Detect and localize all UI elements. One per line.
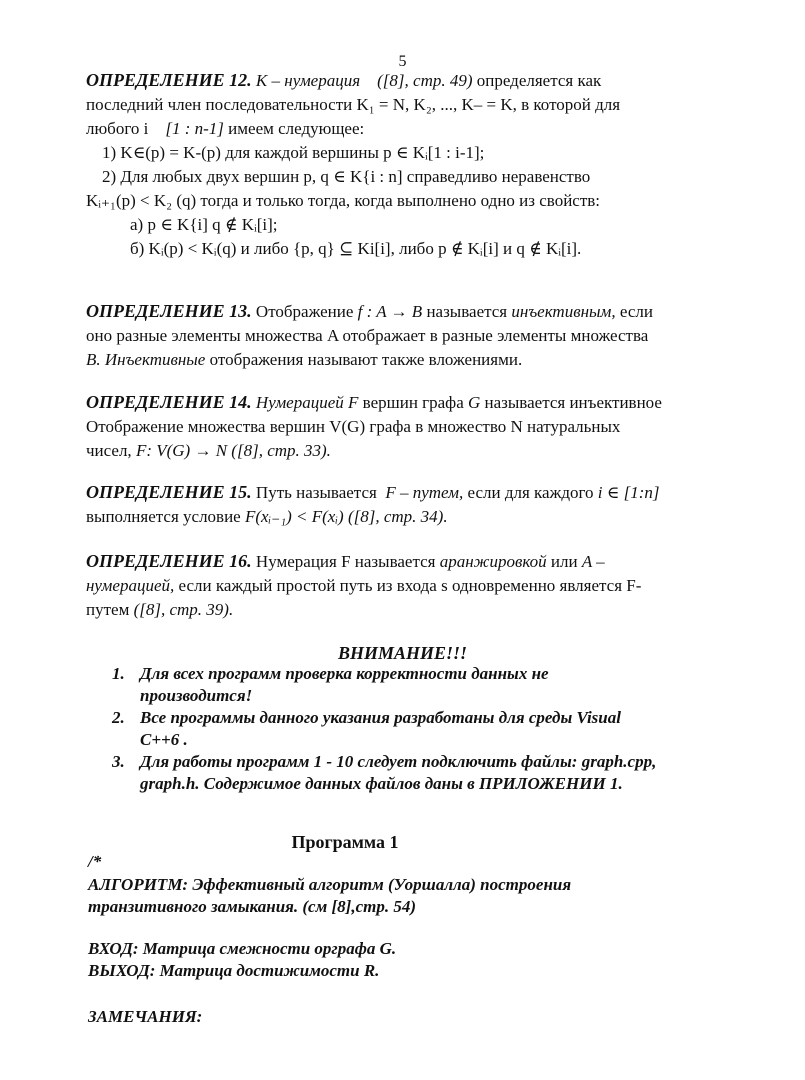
definition-12-reference: ([8], стр. 49): [377, 71, 473, 90]
attention-item: [112, 751, 762, 795]
attention-item-line-1: Все программы данного указания разработаны для среды Visual: [140, 708, 621, 727]
algorithm-line-1: АЛГОРИТМ: Эффективный алгоритм (Уоршалла) построения: [88, 875, 572, 894]
attention-item-number: 3.: [112, 752, 125, 771]
definition-13-line-3: [86, 348, 756, 372]
definition-12-line-2: последний член последовательности K₁ = N, K₂, ..., K– = K, в которой для: [86, 95, 621, 114]
definition-14-line-2: Отображение множества вершин V(G) графа в множество N натуральных: [86, 417, 621, 436]
definition-16-line-1: [86, 549, 756, 574]
definition-13-text-a: Отображение: [255, 302, 354, 321]
definition-12-item-b: б) Kᵢ(p) < Kᵢ(q) и либо {p, q} ⊆ Ki[i], либо p ∉ Kᵢ[i] и q ∉ Kᵢ[i].: [130, 239, 582, 258]
definition-15-line-2: [86, 505, 756, 529]
definition-12-line-3: [86, 117, 756, 141]
definition-13-term: инъективным,: [511, 302, 616, 321]
definition-13-heading: ОПРЕДЕЛЕНИЕ 13.: [86, 301, 252, 321]
definition-14-text-b: вершин графа: [362, 393, 464, 412]
definition-14: [86, 390, 756, 463]
definition-16-term: аранжировкой: [439, 552, 547, 571]
definition-12-line-3-a: любого i: [86, 119, 149, 138]
definition-15-text-a: Путь называется: [255, 483, 377, 502]
attention-item-line-1: Для всех программ проверка корректности данных не: [140, 664, 549, 683]
attention-item-line-2: graph.h. Содержимое данных файлов даны в ПРИЛОЖЕНИИ 1.: [140, 774, 623, 793]
definition-13: [86, 299, 756, 372]
definition-12-line-1: [86, 68, 756, 93]
definition-15-formula: F(xᵢ₋₁) < F(xᵢ) ([8], стр. 34).: [244, 507, 448, 526]
attention-item-number: 1.: [112, 664, 125, 683]
definition-16-heading: ОПРЕДЕЛЕНИЕ 16.: [86, 551, 252, 571]
definition-16-term-2: нумерацией,: [86, 576, 175, 595]
definition-16-reference: ([8], стр. 39).: [133, 600, 234, 619]
definition-14-graph: G: [468, 393, 481, 412]
attention-item-number: 2.: [112, 708, 125, 727]
definition-15-term: F – путем,: [385, 483, 464, 502]
definition-13-line-2: оно разные элементы множества A отображает в разные элементы множества: [86, 326, 649, 345]
definition-13-line-3-b: отображения называют также вложениями.: [209, 350, 523, 369]
attention-item-line-1: Для работы программ 1 - 10 следует подключить файлы: graph.cpp,: [140, 752, 657, 771]
program-title: Программа 1: [291, 832, 399, 852]
definition-12-text: определяется как: [476, 71, 602, 90]
definition-13-line-3-a: B. Инъективные: [86, 350, 206, 369]
page-number: 5: [398, 53, 407, 70]
attention-list: [112, 663, 762, 795]
definition-16-text-3a: путем: [86, 600, 130, 619]
attention-item: [112, 707, 762, 751]
definition-12-line-3-b: [1 : n-1]: [165, 119, 224, 138]
definition-15-text-c: если для каждого: [467, 483, 594, 502]
definition-15-range: i ∈ [1:n]: [597, 483, 660, 502]
definition-16-text-c: или: [550, 552, 578, 571]
definition-14-text-d: называется инъективное: [484, 393, 662, 412]
definition-13-text-e: если: [619, 302, 653, 321]
program-output: ВЫХОД: Матрица достижимости R.: [88, 961, 380, 980]
program-notes: [88, 1006, 748, 1028]
definition-14-formula: F: V(G) → N ([8], стр. 33).: [135, 441, 331, 460]
definition-16-text-2b: если каждый простой путь из входа s одновременно является F-: [178, 576, 642, 595]
attention-item-line-2: C++6 .: [140, 730, 188, 749]
program-algorithm: [88, 874, 748, 918]
definition-12-item-1: 1) K∈(p) = K-(p) для каждой вершины p ∈ Kᵢ[1 : i-1];: [102, 143, 485, 162]
definition-12-line-6: Kᵢ₊₁(p) < K₂ (q) тогда и только тогда, когда выполнено одно из свойств:: [86, 191, 601, 210]
definition-13-line-1: [86, 299, 756, 324]
program-input: ВХОД: Матрица смежности орграфа G.: [88, 939, 397, 958]
attention-item: [112, 663, 762, 707]
attention-title: ВНИМАНИЕ!!!: [337, 643, 468, 663]
definition-12-line-3-c: имеем следующее:: [228, 119, 365, 138]
algorithm-line-2: транзитивного замыкания. (см [8],стр. 54): [88, 897, 417, 916]
definition-13-formula: f : A → B: [357, 302, 423, 321]
comment-open-marker: /*: [88, 852, 102, 871]
definition-14-heading: ОПРЕДЕЛЕНИЕ 14.: [86, 392, 252, 412]
definition-13-text-c: называется: [426, 302, 508, 321]
definition-15-heading: ОПРЕДЕЛЕНИЕ 15.: [86, 482, 252, 502]
definition-15: [86, 480, 756, 529]
definition-14-line-1: [86, 390, 756, 415]
definition-12: [86, 68, 756, 261]
definition-14-line-3: [86, 439, 756, 463]
definition-12-heading: ОПРЕДЕЛЕНИЕ 12.: [86, 70, 252, 90]
definition-16-text-a: Нумерация F называется: [255, 552, 436, 571]
program-notes-heading: ЗАМЕЧАНИЯ:: [88, 1007, 203, 1026]
program-io: [88, 938, 748, 982]
attention-item-line-2: производится!: [140, 686, 253, 705]
definition-16-line-2: [86, 574, 756, 598]
definition-12-term: K – нумерация: [255, 71, 361, 90]
definition-16: [86, 549, 756, 622]
definition-15-text-2a: выполняется условие: [86, 507, 241, 526]
definition-14-line-3-a: чисел,: [86, 441, 132, 460]
definition-16-line-3: [86, 598, 756, 622]
definition-12-item-2: 2) Для любых двух вершин p, q ∈ K{i : n] справедливо неравенство: [102, 167, 591, 186]
definition-16-text-d: A –: [581, 552, 605, 571]
definition-15-line-1: [86, 480, 756, 505]
definition-14-term: Нумерацией F: [255, 393, 359, 412]
program-comment-open: [88, 851, 748, 873]
definition-12-item-a: а) p ∈ K{i] q ∉ Kᵢ[i];: [130, 215, 278, 234]
